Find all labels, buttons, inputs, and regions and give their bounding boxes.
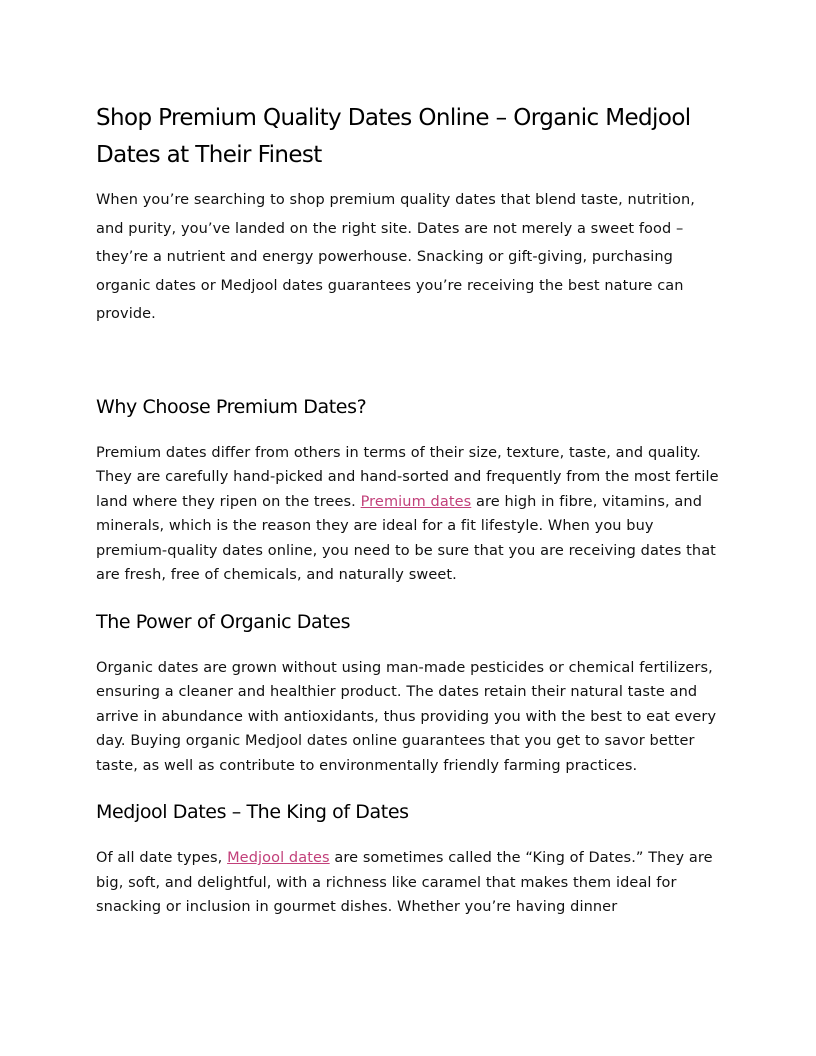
section-paragraph-medjool [96,846,722,920]
paragraph-text: are high in fibre, vitamins, and minerals, which is the reason they are ideal for a fit lifestyle. When you buy premium-quality dates online, you need to be sure that you are receiving dates that are fresh, free of chemicals, and naturally sweet. [96,493,716,583]
section-heading-medjool: Medjool Dates – The King of Dates [96,801,409,823]
premium-dates-link[interactable]: Premium dates [360,493,472,510]
page-title: Shop Premium Quality Dates Online – Organic Medjool Dates at Their Finest [96,105,691,168]
section-paragraph-why-premium [96,441,722,588]
paragraph-text: are sometimes called the “King of Dates.” They are big, soft, and delightful, with a richness like caramel that makes them ideal for snacking or inclusion in gourmet dishes. Whether you’re having dinner [96,850,713,915]
document-page [96,100,722,920]
section-heading-why-premium: Why Choose Premium Dates? [96,395,367,418]
paragraph-text: Of all date types, [96,850,228,866]
medjool-dates-link[interactable]: Medjool dates [227,850,330,866]
section-paragraph-organic: Organic dates are grown without using man-made pesticides or chemical fertilizers, ensuring a cleaner and healthier product. The dates retain their natural taste and arrive in abundance with antioxidants, thus providing you with the best to eat every day. Buying organic Medjool dates online guarantees that you get to savor better taste, as well as contribute to environmentally friendly farming practices. [96,659,717,774]
intro-paragraph: When you’re searching to shop premium quality dates that blend taste, nutrition, and purity, you’ve landed on the right site. Dates are not merely a sweet food – they’re a nutrient and energy powerhouse. Snacking or gift-giving, purchasing organic dates or Medjool dates guarantees you’re receiving the best nature can provide. [96,192,695,322]
section-heading-organic: The Power of Organic Dates [96,610,351,633]
paragraph-text: Premium dates differ from others in terms of their size, texture, taste, and quality. They are carefully hand-picked and hand-sorted and frequently from the most fertile land where they ripen on the trees. [96,444,719,510]
